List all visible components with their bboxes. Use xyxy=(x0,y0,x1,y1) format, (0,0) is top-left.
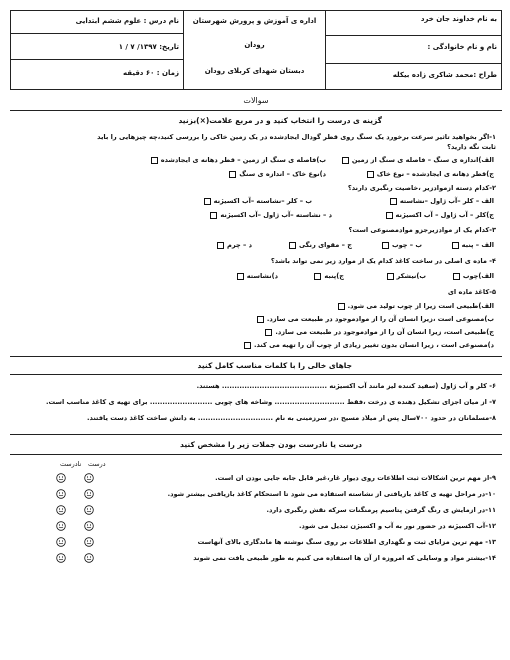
question-5: ۵-کاغذ ماده ای xyxy=(447,288,496,296)
q5-option-d-checkbox[interactable] xyxy=(244,342,251,349)
student-name-label: نام و نام خانوادگی : xyxy=(427,43,497,51)
q2-option-a[interactable]: الف – کلر –آب ژاول –نشاسته xyxy=(387,197,494,205)
false-smiley-icon[interactable] xyxy=(56,473,66,483)
q4-option-d-checkbox[interactable] xyxy=(237,273,244,280)
true-false-item: ۱۳- مهم ترین مزایای ثبت و نگهداری اطلاعات بر روی سنگ نوشته ها ماندگاری بالای آنهاست xyxy=(197,538,496,546)
true-false-item: ۱۰-در مراحل تهیه ی کاغذ بازیافتی از نشاسته استفاده می شود تا استحکام کاغذ بازیافتی بیشتر شود. xyxy=(167,490,496,498)
q5-option-a-checkbox[interactable] xyxy=(338,303,345,310)
q4-option-c[interactable]: ج)پنبه xyxy=(311,272,344,280)
section3-instruction: درست یا نادرست بودن جملات زیر را مشخص کنید xyxy=(180,440,362,449)
question-4: ۴- ماده ی اصلی در ساخت کاغذ کدام یک از موارد زیر نمی تواند باشد؟ xyxy=(270,257,496,265)
q1-option-d[interactable]: د)نوع خاک – اندازه ی سنگ xyxy=(226,170,326,178)
true-smiley-icon[interactable] xyxy=(84,489,94,499)
true-smiley-icon[interactable] xyxy=(84,537,94,547)
q4-option-a-checkbox[interactable] xyxy=(453,273,460,280)
q4-option-a[interactable]: الف)چوب xyxy=(450,272,494,280)
time-field xyxy=(123,69,179,77)
q3-option-b[interactable]: ب – چوب xyxy=(379,241,422,249)
q3-option-a[interactable]: الف – پنبه xyxy=(449,241,494,249)
q2-option-a-checkbox[interactable] xyxy=(390,198,397,205)
q3-option-d[interactable]: د – چرم xyxy=(214,241,252,249)
date-value: ۱۳۹۷/ ۷ / ۱ xyxy=(118,43,157,51)
true-smiley-icon[interactable] xyxy=(84,553,94,563)
q1-option-c[interactable]: ج)قطر دهانه ی ایجادشده – نوع خاک xyxy=(364,170,494,178)
true-false-item: ۱۱-در ازمایش ی رنگ گرفتن پتاسیم پرمنگنات سرکه نقش رنگبری دارد. xyxy=(266,506,496,514)
q2-option-c-checkbox[interactable] xyxy=(386,212,393,219)
false-smiley-icon[interactable] xyxy=(56,489,66,499)
q3-option-c-checkbox[interactable] xyxy=(289,242,296,249)
true-false-item: ۱۲-آب اکسیژنه در حضور نور به آب و اکسیژن تبدیل می شود. xyxy=(298,522,496,530)
subject-label: نام درس : علوم ششم ابتدایی xyxy=(75,17,179,25)
true-false-item: ۹-از مهم ترین اشکالات ثبت اطلاعات روی دیوار غار،غیر قابل جابه جایی بودن ان است. xyxy=(215,474,496,482)
q2-option-b[interactable]: ب – کلر –نشاسته –آب اکسیژنه xyxy=(201,197,312,205)
q1-option-a[interactable]: الف)اندازه ی سنگ – فاصله ی سنگ از زمین xyxy=(339,156,494,164)
school-name: دبستان شهدای کربلای رودان xyxy=(204,67,305,75)
question-3: ۳-کدام یک از موادزیرجزو موادمصنوعی است؟ xyxy=(348,226,496,234)
exam-page xyxy=(10,10,502,646)
q2-option-c[interactable]: ج)کلر – آب ژاول – آب اکسیژنه xyxy=(383,211,494,219)
question-1: ۱-اگر بخواهید تاثیر سرعت برخورد یک سنگ روی قطر گودال ایجادشده در یک زمین خاکی را بررسی کنید،چه چیزهایی را باید xyxy=(97,133,496,141)
q5-option-c-checkbox[interactable] xyxy=(265,329,272,336)
section1-instruction: گزینه ی درست را انتخاب کنید و در مربع علامت(×)بزنید xyxy=(178,116,382,125)
q3-option-a-checkbox[interactable] xyxy=(452,242,459,249)
question-1-continued: ثابت نگه دارید؟ xyxy=(447,143,496,151)
question-8[interactable]: ۸-مسلمانان در حدود ۷۰۰سال پس از میلاد مسیح ،در سرزمینی به نام .............................. به دانش ساخت کاغذ دست یافتند. xyxy=(87,414,496,422)
question-7[interactable]: ۷- از میان اجزای تشکیل دهنده ی درخت ،فقط ............................ وشاخه های چوبی ......................... برای تهیه ی کاغذ مناسب است. xyxy=(46,398,496,406)
q4-option-c-checkbox[interactable] xyxy=(314,273,321,280)
question-2: ۲-کدام دسته ازموادزیر ،خاصیت رنگبری دارند؟ xyxy=(347,184,496,192)
header-school-column xyxy=(183,11,325,89)
q1-option-b-checkbox[interactable] xyxy=(151,157,158,164)
city-name: رودان xyxy=(244,41,265,49)
q1-option-c-checkbox[interactable] xyxy=(367,171,374,178)
false-smiley-icon[interactable] xyxy=(56,537,66,547)
true-smiley-icon[interactable] xyxy=(84,473,94,483)
false-smiley-icon[interactable] xyxy=(56,553,66,563)
question-6[interactable]: ۶- کلر و آب ژاول (سفید کننده لیز مانند آب اکسیژنه .......................................... هستند. xyxy=(196,382,496,390)
true-smiley-icon[interactable] xyxy=(84,521,94,531)
q5-option-d[interactable]: د)مصنوعی است ، زیرا انسان بدون تغییر زیادی از چوب آن را تهیه می کند. xyxy=(241,341,494,349)
q3-option-b-checkbox[interactable] xyxy=(382,242,389,249)
questions-title: سوالات xyxy=(243,96,269,105)
false-smiley-icon[interactable] xyxy=(56,505,66,515)
true-smiley-icon[interactable] xyxy=(84,505,94,515)
q3-option-d-checkbox[interactable] xyxy=(217,242,224,249)
q5-option-b-checkbox[interactable] xyxy=(257,316,264,323)
q2-option-b-checkbox[interactable] xyxy=(204,198,211,205)
exam-header xyxy=(10,10,502,90)
q2-option-d[interactable]: د – نشاسته –آب ژاول –آب اکسیژنه xyxy=(207,211,332,219)
q3-option-c[interactable]: ج – مقوای رنگی xyxy=(286,241,352,249)
false-smiley-icon[interactable] xyxy=(56,521,66,531)
header-exam-column xyxy=(11,11,183,89)
q4-option-d[interactable]: د)نشاسته xyxy=(234,272,278,280)
header-student-column xyxy=(325,11,501,89)
q2-option-d-checkbox[interactable] xyxy=(210,212,217,219)
true-false-item: ۱۴-بیشتر مواد و وسایلی که امروزه از آن ها استفاده می کنیم به طور طبیعی یافت نمی شوند xyxy=(193,554,496,562)
q4-option-b[interactable]: ب)نیشکر xyxy=(384,272,426,280)
time-label: زمان : xyxy=(156,69,179,77)
date-label: تاریخ: xyxy=(159,43,179,51)
bismillah-text: به نام خداوند جان خرد xyxy=(420,15,497,23)
q5-option-a[interactable]: الف)طبیعی است زیرا از چوب تولید می شود. xyxy=(335,302,494,310)
time-value: ۶۰ دقیقه xyxy=(123,69,155,77)
q5-option-b[interactable]: ب)مصنوعی است ،زیرا انسان آن را از موادموجود در طبیعت می سازد. xyxy=(254,315,494,323)
q1-option-a-checkbox[interactable] xyxy=(342,157,349,164)
q1-option-d-checkbox[interactable] xyxy=(229,171,236,178)
section2-instruction: جاهای خالی را با کلمات مناسب کامل کنید xyxy=(197,361,352,370)
designer-name: طراح :محمد شاکری زاده بیکله xyxy=(392,71,497,79)
date-field xyxy=(119,43,179,51)
q5-option-c[interactable]: ج)طبیعی است، زیرا انسان آن را از موادموجود در طبیعت می سازد. xyxy=(262,328,494,336)
education-office: اداره ی آموزش و پرورش شهرستان xyxy=(192,17,317,25)
q1-option-b[interactable]: ب)فاصله ی سنگ از زمین – قطر دهانه ی ایجادشده xyxy=(148,156,326,164)
q4-option-b-checkbox[interactable] xyxy=(387,273,394,280)
true-column-header: درست xyxy=(88,460,106,468)
false-column-header: نادرست xyxy=(60,460,82,468)
